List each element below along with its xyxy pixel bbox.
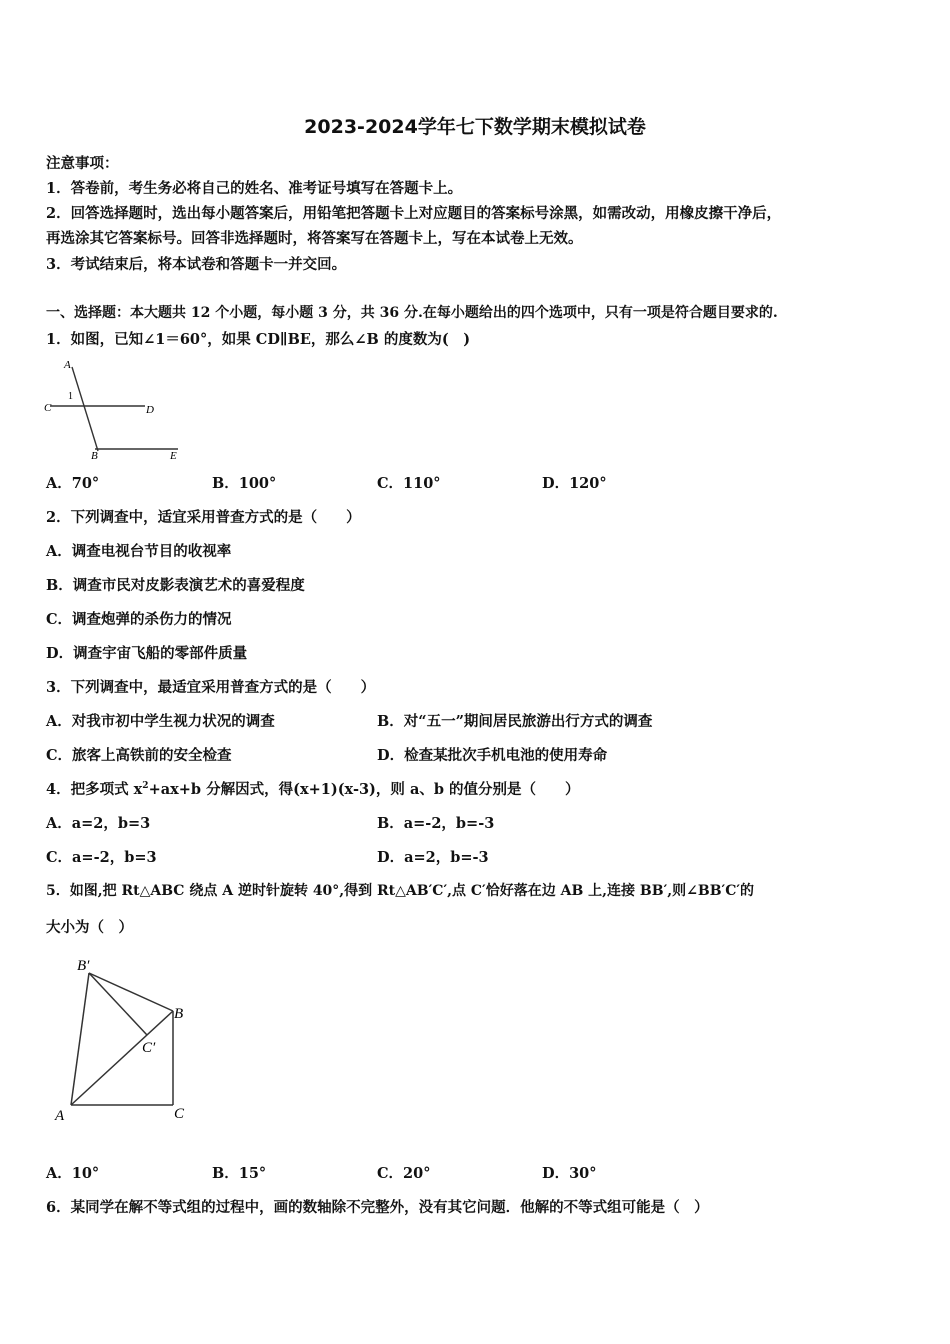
transversal-line (72, 367, 98, 451)
q2-option-c: C．调查炮弹的杀伤力的情况 (46, 611, 232, 628)
note-item: 1．答卷前，考生务必将自己的姓名、准考证号填写在答题卡上。 (46, 180, 463, 197)
label-c-prime: C′ (142, 1040, 156, 1056)
label-a: A (64, 359, 71, 371)
q3-option-a: A．对我市初中学生视力状况的调查 (46, 713, 275, 730)
label-e: E (170, 450, 177, 462)
segment-ab-prime (71, 973, 89, 1105)
segment-ab (71, 1011, 173, 1105)
q2-option-d: D．调查宇宙飞船的零部件质量 (46, 645, 248, 662)
q4-option-b: B．a=-2，b=-3 (377, 815, 495, 832)
q5-option-c: C．20° (377, 1165, 431, 1182)
label-a: A (55, 1108, 65, 1124)
label-angle-1: 1 (68, 391, 73, 402)
q1-option-b: B．100° (212, 475, 277, 492)
q3-option-c: C．旅客上高铁前的安全检查 (46, 747, 232, 764)
note-item: 2．回答选择题时，选出每小题答案后，用铅笔把答题卡上对应题目的答案标号涂黑，如需改动，用橡皮擦干净后， (46, 205, 782, 222)
q4-option-a: A．a=2，b=3 (46, 815, 151, 832)
question-3-stem: 3．下列调查中，最适宜采用普查方式的是（ ） (46, 679, 376, 696)
q1-option-d: D．120° (542, 475, 607, 492)
question-6-stem: 6．某同学在解不等式组的过程中，画的数轴除不完整外，没有其它问题．他解的不等式组可能是（ ） (46, 1199, 709, 1216)
q4-option-c: C．a=-2，b=3 (46, 849, 157, 866)
label-b-prime: B′ (77, 958, 90, 974)
label-c: C (174, 1106, 185, 1122)
q4-stem-sup: 2 (142, 781, 149, 792)
q5-option-b: B．15° (212, 1165, 267, 1182)
page-title: 2023-2024学年七下数学期末模拟试卷 (304, 116, 646, 138)
label-b: B (174, 1006, 184, 1022)
label-d: D (146, 404, 154, 416)
notes-heading: 注意事项： (46, 155, 119, 172)
q2-option-a: A．调查电视台节目的收视率 (46, 543, 232, 560)
section-heading: 一、选择题：本大题共 12 个小题，每小题 3 分，共 36 分.在每小题给出的四个选项中，只有一项是符合题目要求的. (46, 305, 778, 321)
question-4-stem (46, 778, 580, 799)
question-5-figure (50, 950, 210, 1130)
q3-option-d: D．检查某批次手机电池的使用寿命 (377, 747, 608, 764)
segment-b-prime-c-prime (89, 973, 147, 1035)
q2-option-b: B．调查市民对皮影表演艺术的喜爱程度 (46, 577, 305, 594)
q4-stem-post: +ax+b 分解因式，得(x+1)(x-3)，则 a、b 的值分别是（ ） (148, 781, 580, 798)
q5-option-a: A．10° (46, 1165, 100, 1182)
label-b: B (91, 450, 98, 462)
question-1-figure (40, 355, 190, 465)
q1-option-a: A．70° (46, 475, 100, 492)
question-2-stem: 2．下列调查中，适宜采用普查方式的是（ ） (46, 509, 361, 526)
label-c: C (44, 402, 52, 414)
note-item: 3．考试结束后，将本试卷和答题卡一并交回。 (46, 256, 347, 273)
question-5-stem-cont: 大小为（ ） (46, 919, 133, 936)
q4-option-d: D．a=2，b=-3 (377, 849, 489, 866)
q4-stem-pre: 4．把多项式 x (46, 781, 143, 798)
segment-bb-prime (89, 973, 173, 1011)
q3-option-b: B．对“五一”期间居民旅游出行方式的调查 (377, 713, 653, 730)
question-1-stem: 1．如图，已知∠1＝60°，如果 CD∥BE，那么∠B 的度数为( ) (46, 331, 471, 348)
question-5-stem: 5．如图,把 Rt△ABC 绕点 A 逆时针旋转 40°,得到 Rt△AB′C′,点 C′恰好落在边 AB 上,连接 BB′,则∠BB′C′的 (46, 883, 755, 899)
note-item: 再选涂其它答案标号。回答非选择题时，将答案写在答题卡上，写在本试卷上无效。 (46, 230, 583, 247)
q5-option-d: D．30° (542, 1165, 597, 1182)
q1-option-c: C．110° (377, 475, 441, 492)
